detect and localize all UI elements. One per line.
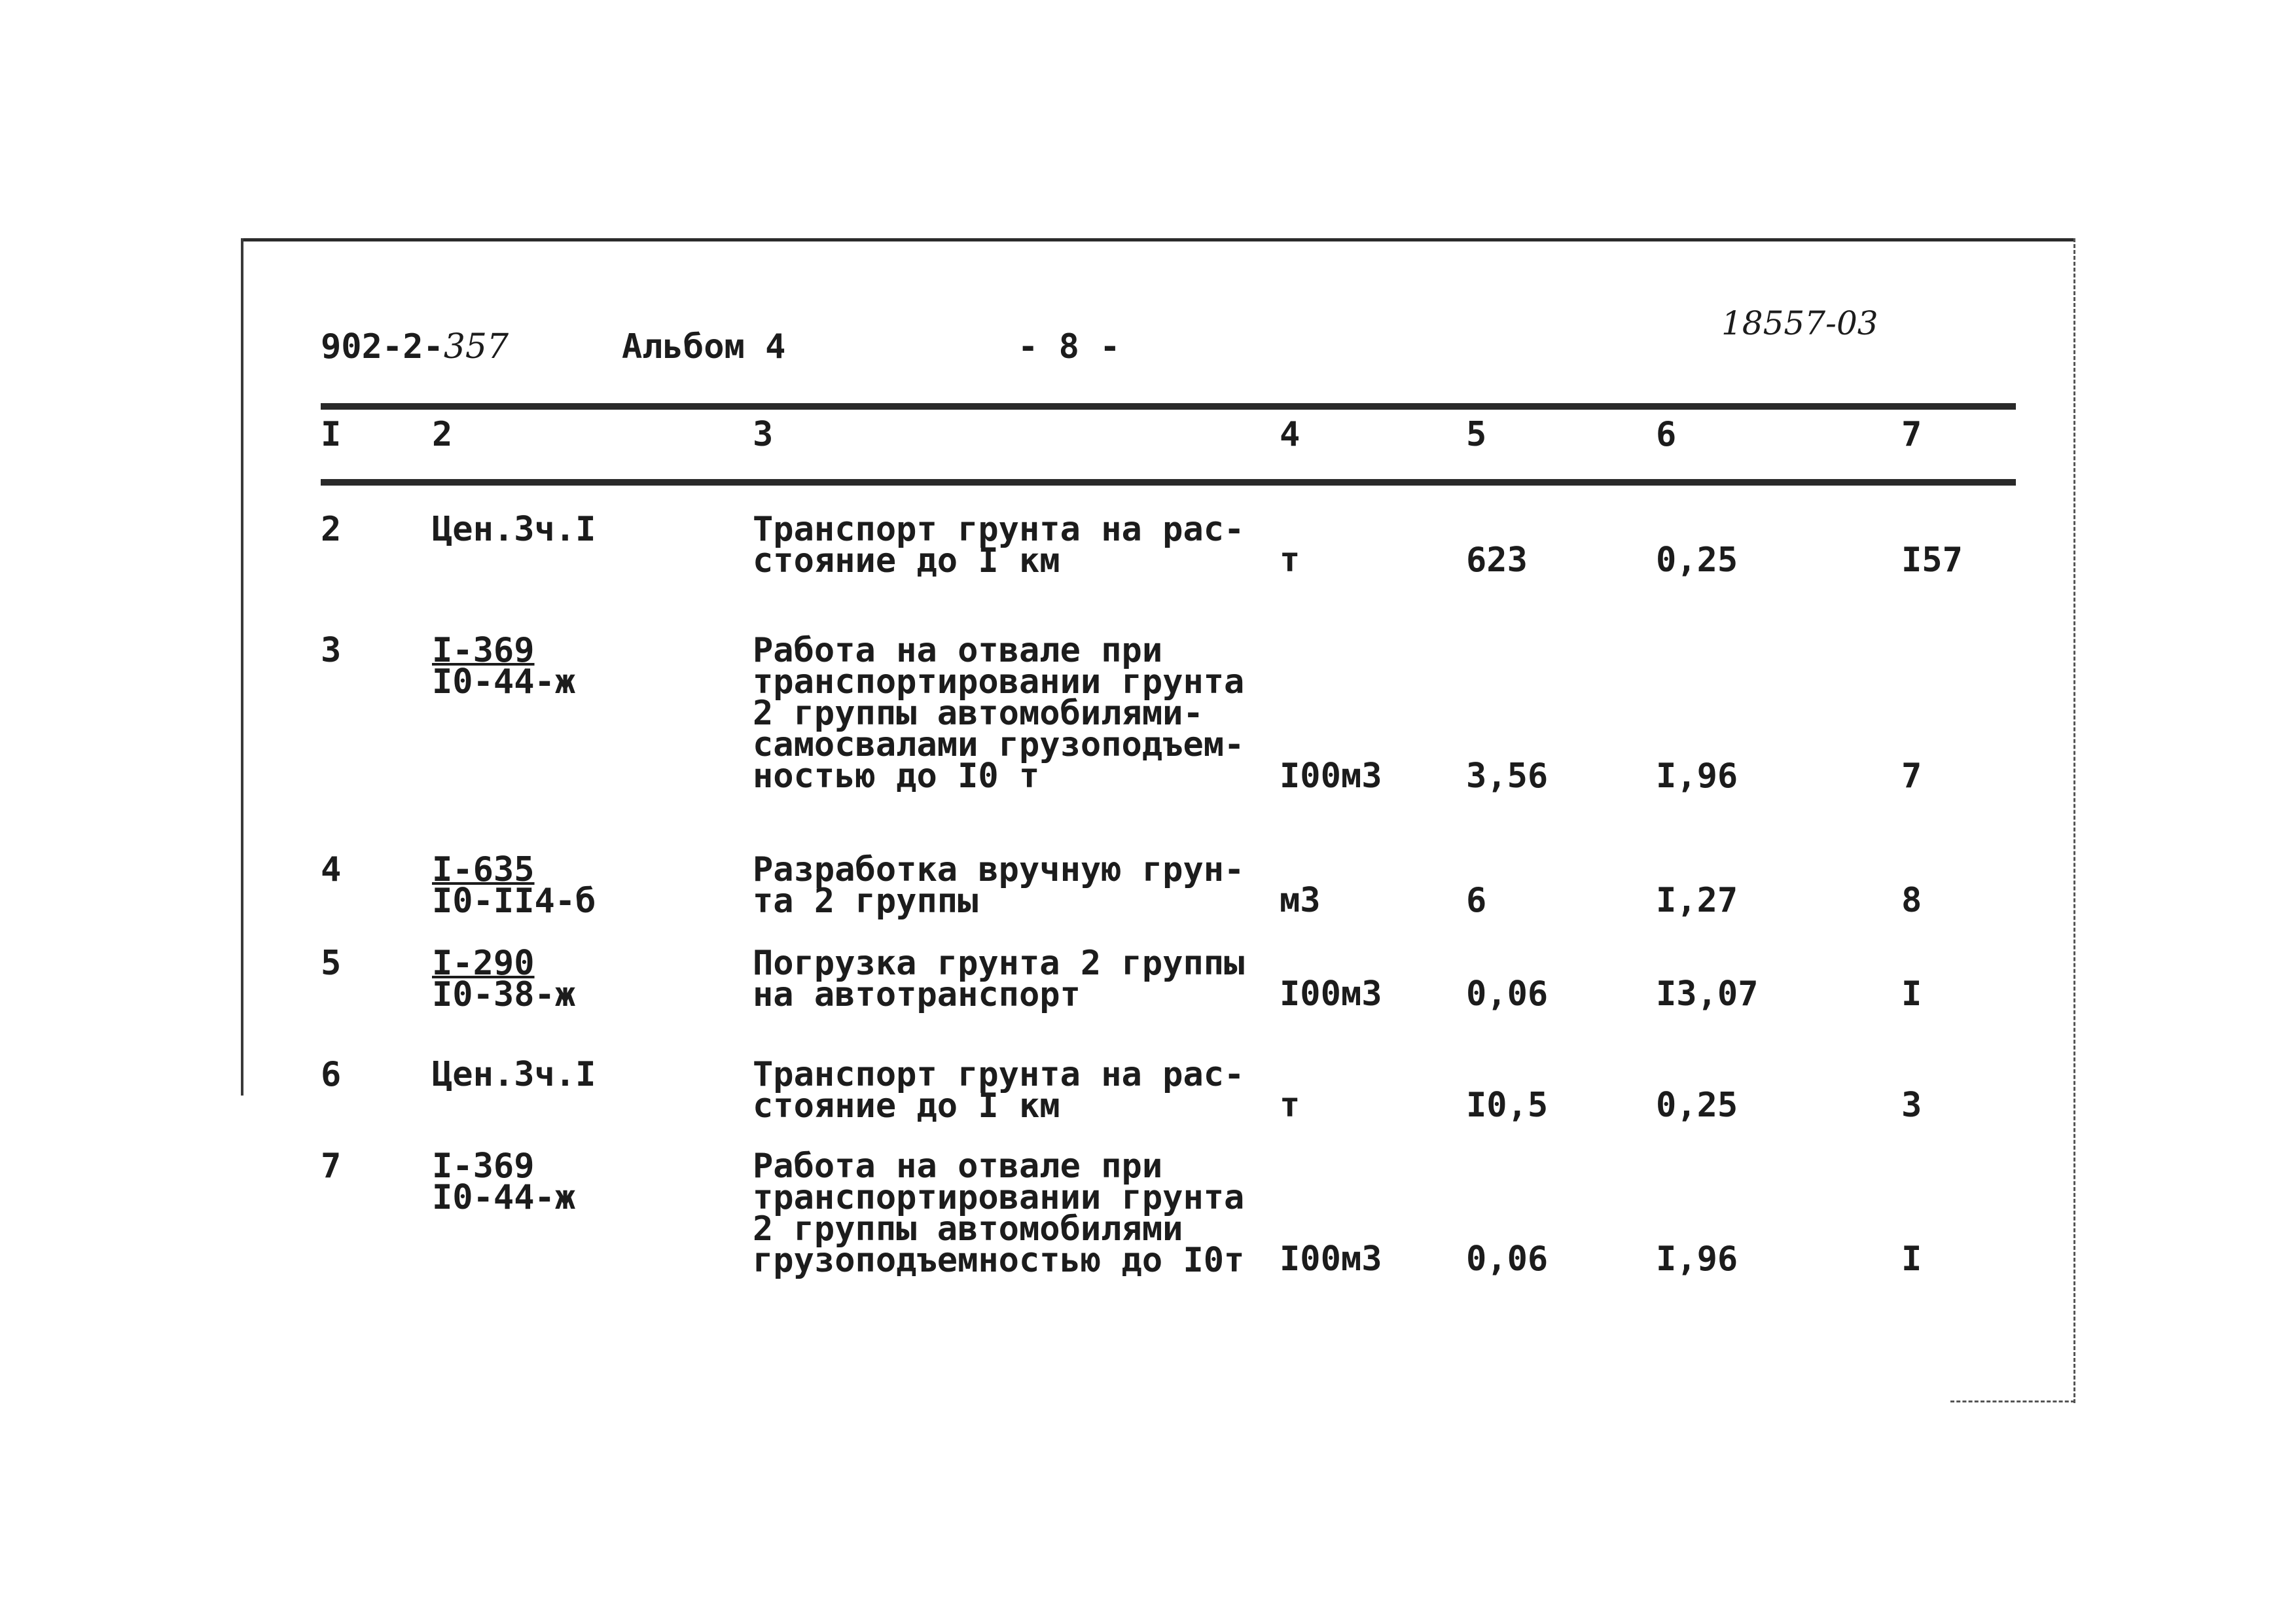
work-description: Транспорт грунта на рас- стояние до I км <box>753 510 1245 580</box>
total-cost: 7 <box>1901 757 1922 796</box>
row-number: 5 <box>321 944 342 983</box>
unit: I00м3 <box>1280 1240 1382 1279</box>
frame-top-border <box>242 238 2075 241</box>
total-cost: I57 <box>1901 541 1963 580</box>
rate-code: I-369 I0-44-ж <box>432 1147 576 1217</box>
unit: I00м3 <box>1280 974 1382 1014</box>
unit: I00м3 <box>1280 757 1382 796</box>
page-number: - 8 - <box>1018 327 1121 366</box>
quantity: 0,06 <box>1466 1240 1549 1279</box>
col-header-1: I <box>321 415 342 454</box>
header-rule-bottom <box>321 479 2016 486</box>
row-number: 4 <box>321 850 342 889</box>
col-header-5: 5 <box>1466 415 1487 454</box>
unit-price: 0,25 <box>1656 1086 1738 1125</box>
unit-price: I,96 <box>1656 757 1738 796</box>
col-header-6: 6 <box>1656 415 1677 454</box>
row-number: 2 <box>321 510 342 549</box>
total-cost: I <box>1901 974 1922 1014</box>
col-header-3: 3 <box>753 415 774 454</box>
inventory-number: 18557-03 <box>1721 304 1878 342</box>
quantity: 623 <box>1466 541 1528 580</box>
total-cost: I <box>1901 1240 1922 1279</box>
work-description: Работа на отвале при транспортировании грунта 2 группы автомобилями- самосвалами грузоподъем- ностью до I0 т <box>753 631 1245 796</box>
rate-code: Цен.3ч.I <box>432 1055 596 1094</box>
work-description: Разработка вручную грун- та 2 группы <box>753 850 1245 921</box>
total-cost: 8 <box>1901 881 1922 920</box>
row-number: 6 <box>321 1055 342 1094</box>
work-description: Транспорт грунта на рас- стояние до I км <box>753 1055 1245 1126</box>
rate-code: I-635 I0-II4-б <box>432 850 596 921</box>
album-label: Альбом 4 <box>622 327 786 366</box>
quantity: 6 <box>1466 881 1487 920</box>
rate-code: Цен.3ч.I <box>432 510 596 549</box>
unit-price: I,27 <box>1656 881 1738 920</box>
work-description: Работа на отвале при транспортировании грунта 2 группы автомобилями грузоподъемностью до I0т <box>753 1147 1245 1280</box>
frame-bottom-border <box>1950 1400 2075 1402</box>
unit-price: 0,25 <box>1656 541 1738 580</box>
frame-right-border <box>2073 238 2075 1403</box>
rate-code: I-290 I0-38-ж <box>432 944 576 1014</box>
work-description: Погрузка грунта 2 группы на автотранспорт <box>753 944 1245 1014</box>
unit: м3 <box>1280 881 1321 920</box>
unit-price: I,96 <box>1656 1240 1738 1279</box>
unit: т <box>1280 1086 1300 1125</box>
col-header-2: 2 <box>432 415 453 454</box>
total-cost: 3 <box>1901 1086 1922 1125</box>
unit: т <box>1280 541 1300 580</box>
col-header-4: 4 <box>1280 415 1300 454</box>
quantity: I0,5 <box>1466 1086 1549 1125</box>
header-rule-top <box>321 403 2016 410</box>
unit-price: I3,07 <box>1656 974 1759 1014</box>
col-header-7: 7 <box>1901 415 1922 454</box>
row-number: 7 <box>321 1147 342 1186</box>
quantity: 3,56 <box>1466 757 1549 796</box>
frame-left-border <box>241 238 243 1096</box>
document-code: 902-2-357 <box>321 327 509 366</box>
quantity: 0,06 <box>1466 974 1549 1014</box>
row-number: 3 <box>321 631 342 670</box>
rate-code: I-369 I0-44-ж <box>432 631 576 702</box>
